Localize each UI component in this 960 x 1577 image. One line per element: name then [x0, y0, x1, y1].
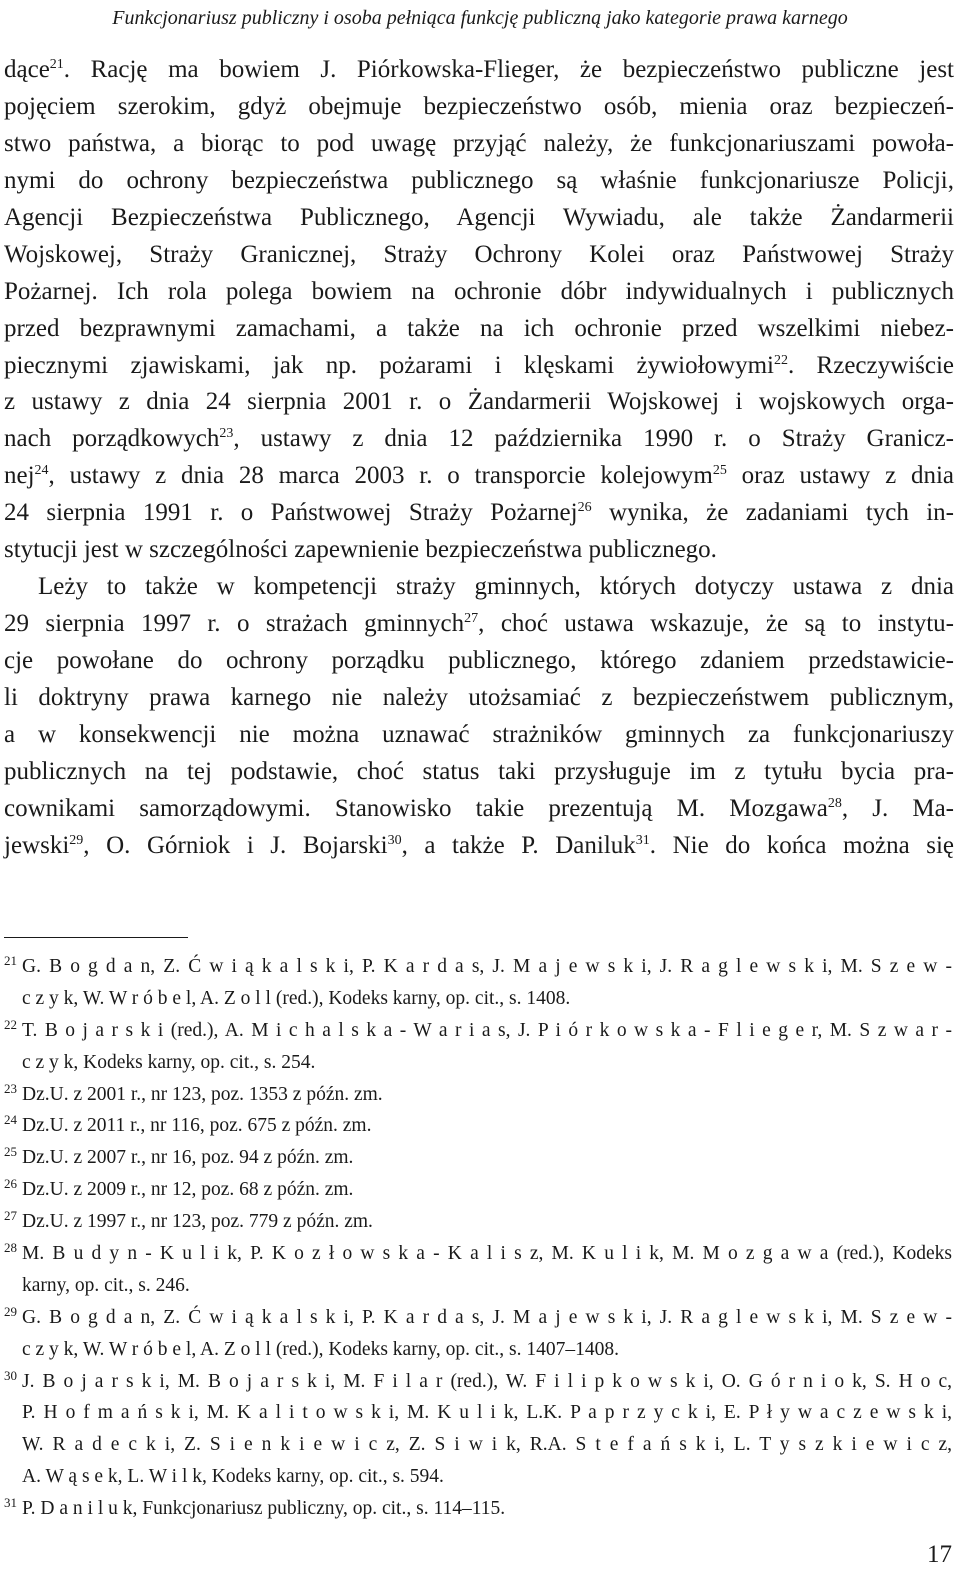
footnotes [4, 951, 952, 1525]
footnote-31: 31 P. D a n i l u k, Funkcjonariusz publiczny, op. cit., s. 114–115. [4, 1495, 506, 1520]
text-line: nach porządkowych$^{23}$, ustawy z dnia 12 października 1990 r. o Straży Granicz- [4, 425, 954, 453]
text-line: li doktryny prawa karnego nie należy utożsamiać z bezpieczeństwem publicznym, [4, 683, 954, 711]
footnote-30: 30 J. B o j a r s k i, M. B o j a r s k i, M. F i l a r (red.), W. F i l i p k o w s k i, O. G ó r n i o k, S. H o c, [4, 1367, 952, 1392]
footnote-25: 25 Dz.U. z 2007 r., nr 16, poz. 94 z późn. zm. [4, 1144, 354, 1169]
text-line: jewski$^{29}$, O. Górniok i J. Bojarski$^{30}$, a także P. Daniluk$^{31}$. Nie do końca można się [4, 831, 954, 859]
text-line: cje powołane do ochrony porządku publicznego, którego zdaniem przedstawicie- [4, 647, 954, 674]
footnote-29: 29 G. B o g d a n, Z. Ć w i ą k a l s k i, P. K a r d a s, J. M a j e w s k i, J. R a g l e w s k i, M. S z e w - [4, 1303, 952, 1328]
footnote-30-cont: P. H o f m a ń s k i, M. K a l i t o w s k i, M. K u l i k, L.K. P a p r z y c k i, E. P ł y w a c z e w s k i, [22, 1402, 952, 1424]
footnote-30-cont: W. R a d e c k i, Z. S i e n k i e w i c z, Z. S i w i k, R.A. S t e f a ń s k i, L. T y s z k i e w i c z, [22, 1434, 952, 1456]
text-line: przed bezprawnymi zamachami, a także na ich ochronie przed wszelkimi niebez- [4, 314, 954, 342]
text-line: publicznych na tej podstawie, choć status taki przysługuje im z tytułu bycia pra- [4, 757, 954, 785]
footnote-23: 23 Dz.U. z 2001 r., nr 123, poz. 1353 z późn. zm. [4, 1080, 383, 1105]
text-line: z ustawy z dnia 24 sierpnia 2001 r. o Żandarmerii Wojskowej i wojskowych orga- [4, 388, 954, 416]
footnote-26: 26 Dz.U. z 2009 r., nr 12, poz. 68 z późn. zm. [4, 1176, 354, 1201]
text-line: dące$^{21}$. Rację ma bowiem J. Piórkowska-Flieger, że bezpieczeństwo publiczne jest [4, 56, 954, 83]
footnote-21: 21 G. B o g d a n, Z. Ć w i ą k a l s k i, P. K a r d a s, J. M a j e w s k i, J. R a g l e w s k i, M. S z e w - [4, 953, 952, 977]
body-text [4, 52, 954, 865]
text-line: pojęciem szerokim, gdyż obejmuje bezpieczeństwo osób, mienia oraz bezpieczeń- [4, 92, 954, 120]
footnote-22: 22 T. B o j a r s k i (red.), A. M i c h a l s k a - W a r i a s, J. P i ó r k o w s k a - F l i e g e r, M. S z w a r - [4, 1016, 952, 1041]
text-line: nej$^{24}$, ustawy z dnia 28 marca 2003 r. o transporcie kolejowym$^{25}$ oraz ustawy z dnia [4, 462, 954, 490]
text-line: Leży to także w kompetencji straży gminnych, których dotyczy ustawa z dnia [38, 573, 954, 601]
text-line: cownikami samorządowymi. Stanowisko takie prezentują M. Mozgawa$^{28}$, J. Ma- [4, 794, 954, 822]
text-line: nymi do ochrony bezpieczeństwa publicznego są właśnie funkcjonariusze Policji, [4, 166, 954, 194]
footnote-28: 28 M. B u d y n - K u l i k, P. K o z ł o w s k a - K a l i s z, M. K u l i k, M. M o z g a w a (red.), Kodeks [4, 1240, 952, 1265]
footnote-21-cont: c z y k, W. W r ó b e l, A. Z o l l (red.), Kodeks karny, op. cit., s. 1408. [22, 987, 571, 1009]
footnote-24: 24 Dz.U. z 2011 r., nr 116, poz. 675 z późn. zm. [4, 1112, 372, 1137]
text-line: Pożarnej. Ich rola polega bowiem na ochronie dóbr indywidualnych i publicznych [4, 277, 954, 305]
footnote-27: 27 Dz.U. z 1997 r., nr 123, poz. 779 z późn. zm. [4, 1208, 373, 1233]
text-line: 29 sierpnia 1997 r. o strażach gminnych$^{27}$, choć ustawa wskazuje, że są to instytu- [4, 610, 954, 638]
page-number: 17 [927, 1541, 952, 1568]
text-line: 24 sierpnia 1991 r. o Państwowej Straży Pożarnej$^{26}$ wynika, że zadaniami tych in- [4, 499, 954, 527]
text-line: piecznymi zjawiskami, jak np. pożarami i klęskami żywiołowymi$^{22}$. Rzeczywiście [4, 351, 954, 379]
footnote-separator [4, 937, 188, 938]
footnote-30-cont: A. W ą s e k, L. W i l k, Kodeks karny, op. cit., s. 594. [22, 1466, 444, 1488]
text-line: Agencji Bezpieczeństwa Publicznego, Agencji Wywiadu, ale także Żandarmerii [4, 203, 954, 231]
footnote-22-cont: c z y k, Kodeks karny, op. cit., s. 254. [22, 1051, 316, 1073]
text-line: stytucji jest w szczególności zapewnienie bezpieczeństwa publicznego. [4, 536, 717, 564]
footnote-29-cont: c z y k, W. W r ó b e l, A. Z o l l (red.), Kodeks karny, op. cit., s. 1407–1408. [22, 1338, 620, 1360]
text-line: stwo państwa, a biorąc to pod uwagę przyjąć należy, że funkcjonariuszami powoła- [4, 129, 954, 157]
text-line: a w konsekwencji nie można uznawać strażników gminnych za funkcjonariuszy [4, 720, 954, 748]
text-line: Wojskowej, Straży Granicznej, Straży Ochrony Kolei oraz Państwowej Straży [4, 240, 954, 268]
footnote-28-cont: karny, op. cit., s. 246. [22, 1274, 190, 1296]
running-header: Funkcjonariusz publiczny i osoba pełniąca funkcję publiczną jako kategorie prawa karnego [112, 7, 848, 29]
